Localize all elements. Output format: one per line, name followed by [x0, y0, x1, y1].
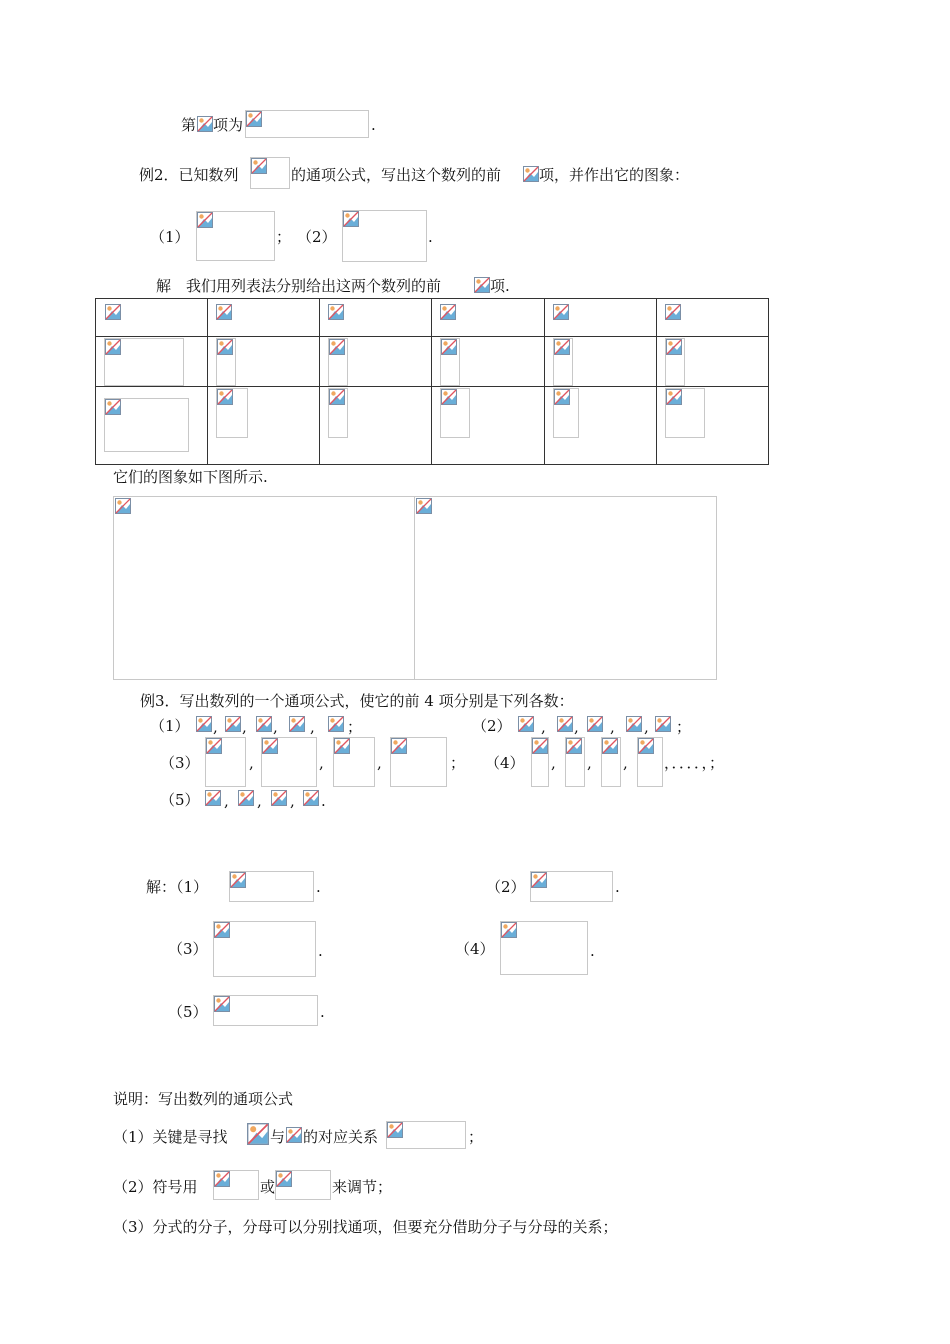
table-cell [656, 337, 768, 387]
broken-image-icon [105, 399, 121, 415]
graph-caption: 它们的图象如下图所示. [113, 468, 268, 486]
solution-line-end: 项. [490, 277, 510, 295]
table-cell [656, 387, 768, 465]
note-1-relation: 的对应关系 [303, 1128, 379, 1146]
broken-image-icon [217, 389, 233, 405]
formula-image [440, 388, 470, 438]
broken-image-icon [531, 872, 547, 888]
note-1-text: （1）关键是寻找 [113, 1128, 228, 1146]
broken-image-icon [501, 922, 517, 938]
part-2-label: （2） [297, 228, 337, 246]
formula-image [229, 871, 314, 902]
formula-image [213, 921, 316, 977]
broken-image-icon [246, 111, 262, 127]
formula-image [665, 338, 685, 386]
comma: , [319, 754, 324, 772]
broken-image-icon [441, 389, 457, 405]
broken-image-icon [557, 716, 573, 732]
notes-title: 说明：写出数列的通项公式 [113, 1090, 294, 1108]
period: . [590, 942, 595, 960]
example-2-label: 例2．已知数列 [139, 166, 239, 184]
formula-image [553, 338, 573, 386]
formula-image [275, 1170, 331, 1200]
separator: ； [276, 228, 292, 246]
table-cell [320, 299, 432, 337]
note-3-text: （3）分式的分子，分母可以分别找通项，但要充分借助分子与分母的关系； [113, 1218, 618, 1236]
note-2-text: （2）符号用 [113, 1178, 198, 1196]
formula-image [342, 210, 427, 262]
example-2-text-end: 项，并作出它的图象： [539, 166, 690, 184]
broken-image-icon [334, 738, 350, 754]
formula-image [104, 338, 184, 386]
table-cell [320, 337, 432, 387]
ellipsis: ，．．．．，； [664, 754, 725, 772]
table-cell [208, 337, 320, 387]
formula-image [565, 737, 585, 787]
broken-image-icon [554, 339, 570, 355]
formula-image [104, 398, 189, 452]
broken-image-icon [665, 304, 681, 320]
broken-image-icon [474, 277, 490, 293]
ex3-part-3-label: （3） [160, 754, 200, 772]
broken-image-icon [655, 716, 671, 732]
value-table [95, 298, 769, 465]
broken-image-icon [416, 498, 432, 514]
broken-image-icon [329, 339, 345, 355]
comma: , [644, 718, 649, 736]
answer-2-label: （2） [486, 878, 526, 896]
broken-image-icon [256, 716, 272, 732]
answers-label: 解：（1） [146, 878, 209, 896]
broken-image-icon [197, 116, 213, 132]
broken-image-icon [343, 211, 359, 227]
broken-image-icon [196, 716, 212, 732]
broken-image-icon [566, 738, 582, 754]
broken-image-icon [602, 738, 618, 754]
formula-image [213, 1170, 259, 1200]
comma: , [213, 718, 218, 736]
table-cell [96, 387, 208, 465]
broken-image-icon [197, 212, 213, 228]
broken-image-icon [554, 389, 570, 405]
broken-image-icon [251, 158, 267, 174]
example-2-text: 的通项公式，写出这个数列的前 [291, 166, 502, 184]
period: . [318, 942, 323, 960]
solution-line: 解 我们用列表法分别给出这两个数列的前 [156, 277, 442, 295]
broken-image-icon [328, 716, 344, 732]
comma: , [249, 754, 254, 772]
semicolon: ； [347, 718, 363, 736]
comma: , [574, 718, 579, 736]
formula-image [637, 737, 663, 787]
semicolon: ； [468, 1128, 484, 1146]
period: . [371, 116, 376, 134]
broken-image-icon [217, 339, 233, 355]
note-1-and: 与 [270, 1128, 286, 1146]
broken-image-icon [587, 716, 603, 732]
answer-3-label: （3） [168, 940, 208, 958]
broken-image-icon [441, 339, 457, 355]
table-cell [432, 387, 544, 465]
answer-5-label: （5） [168, 1003, 208, 1021]
broken-image-icon [230, 872, 246, 888]
broken-image-icon [105, 339, 121, 355]
broken-image-icon [329, 389, 345, 405]
broken-image-icon [214, 922, 230, 938]
formula-image [250, 157, 290, 189]
broken-image-icon [387, 1122, 403, 1138]
formula-image [328, 388, 348, 438]
period: . [316, 878, 321, 896]
formula-image [500, 921, 588, 975]
table-cell [320, 387, 432, 465]
broken-image-icon [626, 716, 642, 732]
period: . [320, 1003, 325, 1021]
broken-image-icon [105, 304, 121, 320]
table-cell [208, 387, 320, 465]
graph-image-2 [414, 496, 717, 680]
formula-image [440, 338, 460, 386]
formula-image [213, 995, 318, 1026]
answer-4-label: （4） [455, 940, 495, 958]
formula-image [333, 737, 375, 787]
comma: , [610, 718, 615, 736]
formula-image [553, 388, 579, 438]
formula-image [665, 388, 705, 438]
formula-image [601, 737, 621, 787]
formula-image [390, 737, 447, 787]
comma: , [273, 718, 278, 736]
semicolon: ； [450, 754, 466, 772]
comma: , [224, 792, 229, 810]
broken-image-icon [115, 498, 131, 514]
period: . [615, 878, 620, 896]
broken-image-icon [289, 716, 305, 732]
broken-image-icon [238, 790, 254, 806]
ex3-part-1-label: （1） [150, 717, 190, 735]
ex3-part-2-label: （2） [472, 717, 512, 735]
broken-image-icon [214, 996, 230, 1012]
comma: , [541, 718, 546, 736]
formula-image [261, 737, 317, 787]
formula-image [196, 211, 275, 261]
broken-image-icon [214, 1171, 230, 1187]
formula-image [531, 737, 549, 787]
ex3-part-4-label: （4） [485, 754, 525, 772]
broken-image-icon [532, 738, 548, 754]
table-cell [544, 387, 656, 465]
note-2-or: 或 [260, 1178, 276, 1196]
note-2-adjust: 来调节； [332, 1178, 393, 1196]
broken-image-icon [391, 738, 407, 754]
period: . [428, 228, 433, 246]
comma: , [310, 718, 315, 736]
semicolon: ； [676, 718, 692, 736]
comma: , [257, 792, 262, 810]
table-cell [432, 337, 544, 387]
comma: , [587, 754, 592, 772]
broken-image-icon [262, 738, 278, 754]
formula-image [386, 1121, 466, 1149]
formula-image [216, 338, 236, 386]
broken-image-icon [216, 304, 232, 320]
comma: , [377, 754, 382, 772]
ex3-part-5-label: （5） [160, 791, 200, 809]
formula-image [216, 388, 248, 438]
broken-image-icon [303, 790, 319, 806]
graph-image-1 [113, 496, 415, 680]
example-3-label: 例3．写出数列的一个通项公式，使它的前 4 项分别是下列各数： [140, 692, 574, 710]
broken-image-icon [286, 1127, 302, 1143]
table-cell [208, 299, 320, 337]
table-cell [96, 299, 208, 337]
broken-image-icon [328, 304, 344, 320]
broken-image-icon [205, 790, 221, 806]
table-cell [544, 299, 656, 337]
formula-image [245, 110, 369, 138]
broken-image-icon [523, 166, 539, 182]
table-cell [96, 337, 208, 387]
formula-image [328, 338, 348, 386]
broken-image-icon [518, 716, 534, 732]
broken-image-icon [638, 738, 654, 754]
broken-image-icon [553, 304, 569, 320]
comma: , [551, 754, 556, 772]
broken-image-icon [225, 716, 241, 732]
formula-image [205, 737, 246, 787]
table-cell [656, 299, 768, 337]
formula-image [530, 871, 613, 902]
comma: , [290, 792, 295, 810]
broken-image-icon [666, 339, 682, 355]
comma: , [623, 754, 628, 772]
part-1-label: （1） [150, 228, 190, 246]
comma: , [242, 718, 247, 736]
period: . [321, 792, 326, 810]
term-middle: 项为 [213, 116, 244, 134]
broken-image-icon [440, 304, 456, 320]
broken-image-icon [206, 738, 222, 754]
broken-image-icon [247, 1123, 269, 1145]
table-cell [432, 299, 544, 337]
broken-image-icon [276, 1171, 292, 1187]
broken-image-icon [271, 790, 287, 806]
term-prefix: 第 [181, 116, 197, 134]
broken-image-icon [666, 389, 682, 405]
table-cell [544, 337, 656, 387]
